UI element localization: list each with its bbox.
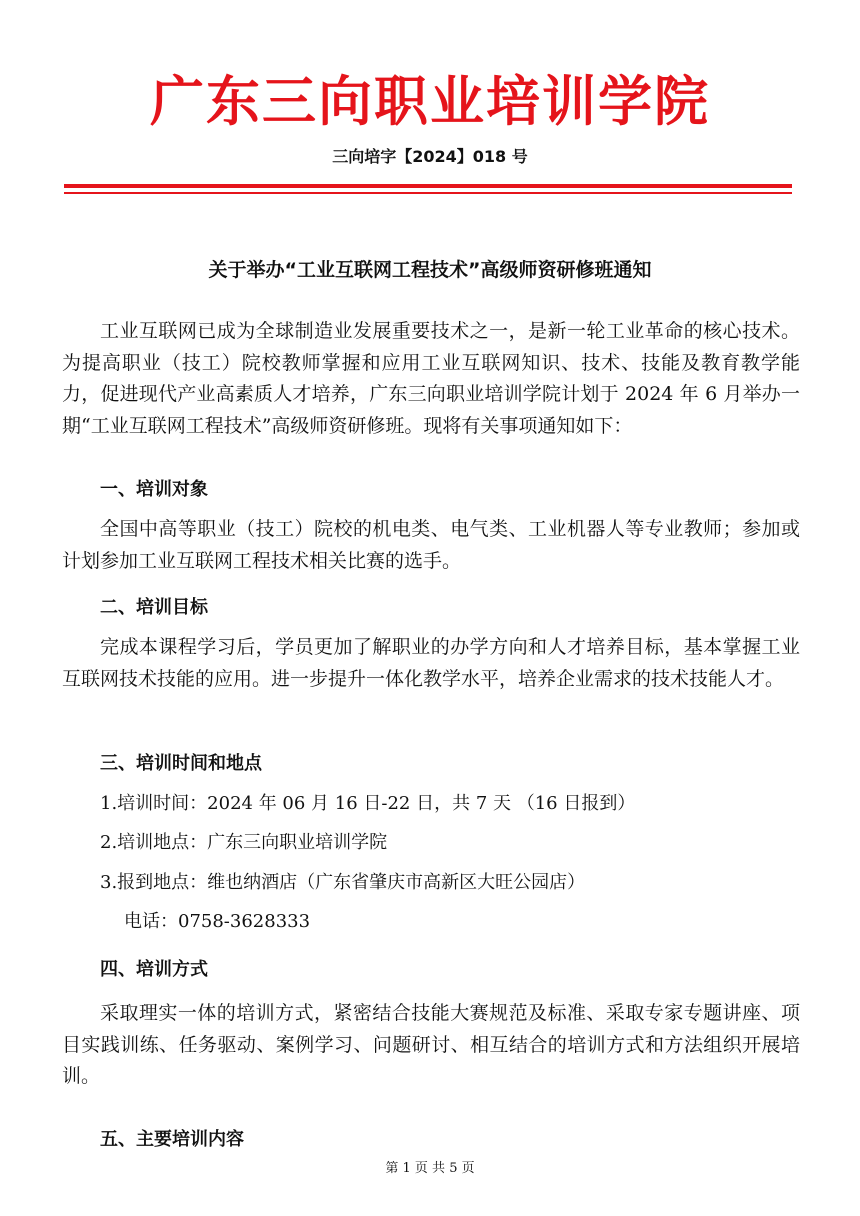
section-heading: 一、培训对象 [100,479,208,500]
page-footer: 第 1 页 共 5 页 [385,1161,475,1176]
section-body: 全国中高等职业（技工）院校的机电类、电气类、工业机器人等专业教师；参加或计划参加工业互联网工程技术相关比赛的选手。 [62,518,800,572]
org-title: 广东三向职业培训学院 [150,70,710,133]
schedule-item: 2.培训地点：广东三向职业培训学院 [100,832,388,853]
schedule-item: 3.报到地点：维也纳酒店（广东省肇庆市高新区大旺公园店） [100,872,586,893]
section-heading: 五、主要培训内容 [100,1129,244,1150]
section-body: 采取理实一体的培训方式，紧密结合技能大赛规范及标准、采取专家专题讲座、项目实践训练、任务驱动、案例学习、问题研讨、相互结合的培训方式和方法组织开展培训。 [62,1002,800,1088]
phone-line: 电话：0758-3628333 [124,911,311,932]
section-body: 完成本课程学习后，学员更加了解职业的办学方向和人才培养目标，基本掌握工业互联网技术技能的应用。进一步提升一体化教学水平，培养企业需求的技术技能人才。 [62,636,800,690]
document-number: 三向培字【2024】018 号 [332,147,528,166]
intro-paragraph: 工业互联网已成为全球制造业发展重要技术之一，是新一轮工业革命的核心技术。为提高职业（技工）院校教师掌握和应用工业互联网知识、技术、技能及教育教学能力，促进现代产业高素质人才培养，广东三向职业培训学院计划于 2024 年 6 月举办一期“工业互联网工程技术”高级师资研修班。现将有关事项通知如下： [62,320,800,437]
section-heading: 四、培训方式 [100,959,208,980]
schedule-item: 1.培训时间：2024 年 06 月 16 日-22 日，共 7 天 （16 日报到） [100,793,636,814]
section-heading: 二、培训目标 [100,597,208,618]
section-heading: 三、培训时间和地点 [100,753,262,774]
red-divider-thick [64,184,792,188]
red-divider-thin [64,192,792,194]
notice-title: 关于举办“工业互联网工程技术”高级师资研修班通知 [208,259,652,281]
